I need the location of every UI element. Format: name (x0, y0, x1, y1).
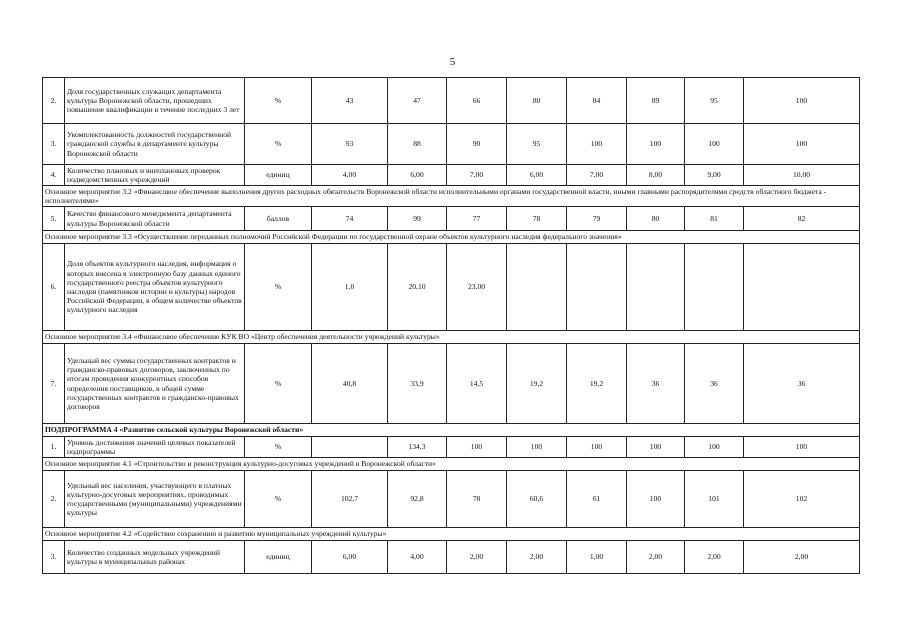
value-cell: 23,00 (447, 244, 507, 331)
table-row (43, 244, 860, 331)
value-cell: 1,0 (312, 244, 388, 331)
value-cell: 95 (685, 78, 744, 124)
value-cell: 2,00 (744, 541, 860, 574)
value-cell: 99 (388, 207, 447, 231)
value-cell: 14,5 (447, 344, 507, 424)
row-number: 5. (43, 207, 65, 231)
value-cell: 102,7 (312, 471, 388, 528)
section-title: Основное мероприятие 3.4 «Финансовое обеспечение КУК ВО «Центр обеспечения деятельности учреждений культуры» (43, 331, 860, 344)
value-cell: 6,00 (388, 165, 447, 186)
indicator-name: Укомплектованность должностей государственной гражданской службы в департаменте культуры Воронежской области (65, 124, 245, 165)
indicator-name: Удельный вес населения, участвующего в платных культурно-досуговых мероприятиях, проводимых государственными (муниципальными) учреждениями культуры (65, 471, 245, 528)
row-number: 1. (43, 437, 65, 458)
unit-cell: % (245, 78, 312, 124)
value-cell: 90 (447, 124, 507, 165)
indicator-name: Удельный вес суммы государственных контрактов и гражданско-правовых договоров, заключенных по итогам проведения конкурентных способов определения поставщиков, в общей сумме государственных контрактов и гражданско-правовых договоров (65, 344, 245, 424)
unit-cell: единиц (245, 165, 312, 186)
value-cell: 2,00 (507, 541, 567, 574)
value-cell (507, 244, 567, 331)
section-title: Основное мероприятие 3.3 «Осуществление переданных полномочий Российской Федерации по государственной охране объектов культурного наследия федерального значения» (43, 231, 860, 244)
value-cell: 40,8 (312, 344, 388, 424)
value-cell: 36 (685, 344, 744, 424)
value-cell: 92,8 (388, 471, 447, 528)
value-cell: 84 (567, 78, 627, 124)
value-cell: 100 (685, 124, 744, 165)
value-cell: 100 (744, 437, 860, 458)
value-cell: 7,00 (447, 165, 507, 186)
section-title: Основное мероприятие 3.2 «Финансовое обеспечение выполнения других расходных обязательств Воронежской области исполнительными органами государственной власти, иными главными распорядителями средств областного бюджета - исполнителями» (43, 186, 860, 207)
unit-cell: % (245, 244, 312, 331)
section-title: Основное мероприятие 4.1 «Строительство и реконструкция культурно-досуговых учреждений в Воронежской области» (43, 458, 860, 471)
value-cell: 6,00 (507, 165, 567, 186)
value-cell: 9,00 (685, 165, 744, 186)
value-cell: 81 (685, 207, 744, 231)
value-cell: 7,00 (567, 165, 627, 186)
value-cell: 6,00 (312, 541, 388, 574)
unit-cell: % (245, 437, 312, 458)
section-row (43, 186, 860, 207)
indicator-name: Уровень достижения значений целевых показателей подпрограммы (65, 437, 245, 458)
value-cell: 36 (627, 344, 685, 424)
section-title: Основное мероприятие 4.2 «Содействие сохранению и развитию муниципальных учреждений культуры» (43, 528, 860, 541)
value-cell: 93 (312, 124, 388, 165)
value-cell: 100 (627, 437, 685, 458)
row-number: 4. (43, 165, 65, 186)
value-cell: 100 (627, 124, 685, 165)
indicator-name: Количество созданных модельных учреждений культуры в муниципальных районах (65, 541, 245, 574)
value-cell: 77 (447, 207, 507, 231)
value-cell: 101 (685, 471, 744, 528)
value-cell: 95 (507, 124, 567, 165)
table-row (43, 344, 860, 424)
value-cell: 20,10 (388, 244, 447, 331)
value-cell (627, 244, 685, 331)
value-cell: 100 (567, 124, 627, 165)
value-cell: 4,00 (312, 165, 388, 186)
row-number: 7. (43, 344, 65, 424)
value-cell: 100 (744, 78, 860, 124)
value-cell (312, 437, 388, 458)
value-cell: 100 (627, 471, 685, 528)
value-cell: 43 (312, 78, 388, 124)
value-cell: 100 (447, 437, 507, 458)
value-cell: 100 (685, 437, 744, 458)
unit-cell: % (245, 124, 312, 165)
value-cell: 100 (744, 124, 860, 165)
table-row (43, 124, 860, 165)
value-cell: 2,00 (685, 541, 744, 574)
value-cell: 33,9 (388, 344, 447, 424)
row-number: 2. (43, 471, 65, 528)
value-cell (685, 244, 744, 331)
value-cell: 78 (507, 207, 567, 231)
section-row (43, 458, 860, 471)
value-cell (744, 244, 860, 331)
value-cell: 1,00 (567, 541, 627, 574)
indicators-table (42, 77, 860, 574)
value-cell: 61 (567, 471, 627, 528)
section-row (43, 528, 860, 541)
value-cell: 100 (567, 437, 627, 458)
section-row (43, 231, 860, 244)
table-row (43, 165, 860, 186)
unit-cell: % (245, 344, 312, 424)
value-cell: 2,00 (627, 541, 685, 574)
unit-cell: % (245, 471, 312, 528)
page-number: 5 (449, 56, 456, 68)
value-cell: 47 (388, 78, 447, 124)
value-cell: 10,00 (744, 165, 860, 186)
value-cell: 80 (507, 78, 567, 124)
value-cell: 4,00 (388, 541, 447, 574)
value-cell: 19,2 (507, 344, 567, 424)
value-cell: 80 (627, 207, 685, 231)
value-cell: 8,00 (627, 165, 685, 186)
value-cell: 88 (388, 124, 447, 165)
table-row (43, 78, 860, 124)
value-cell: 134,3 (388, 437, 447, 458)
indicator-name: Количество плановых и внеплановых проверок подведомственных учреждений (65, 165, 245, 186)
indicator-name: Качество финансового менеджмента департамента культуры Воронежской области (65, 207, 245, 231)
unit-cell: баллов (245, 207, 312, 231)
unit-cell: единиц (245, 541, 312, 574)
row-number: 6. (43, 244, 65, 331)
table-row (43, 471, 860, 528)
value-cell: 102 (744, 471, 860, 528)
row-number: 3. (43, 541, 65, 574)
value-cell: 60,6 (507, 471, 567, 528)
value-cell: 74 (312, 207, 388, 231)
row-number: 2. (43, 78, 65, 124)
value-cell: 79 (567, 207, 627, 231)
table-row (43, 437, 860, 458)
value-cell (567, 244, 627, 331)
section-row (43, 331, 860, 344)
table-row (43, 541, 860, 574)
value-cell: 89 (627, 78, 685, 124)
indicator-name: Доля объектов культурного наследия, информация о которых внесена в электронную базу данных единого государственного реестра объектов культурного наследия (памятников истории и культуры) народов Российской Федерации, в общем количестве объектов культурного наследия (65, 244, 245, 331)
row-number: 3. (43, 124, 65, 165)
indicator-name: Доля государственных служащих департамента культуры Воронежской области, прошедших повышение квалификации в течение последних 3 лет (65, 78, 245, 124)
subprogram-title: ПОДПРОГРАММА 4 «Развитие сельской культуры Воронежской области» (43, 424, 860, 437)
value-cell: 100 (507, 437, 567, 458)
value-cell: 82 (744, 207, 860, 231)
value-cell: 19,2 (567, 344, 627, 424)
subprogram-row (43, 424, 860, 437)
table-row (43, 207, 860, 231)
value-cell: 66 (447, 78, 507, 124)
value-cell: 2,00 (447, 541, 507, 574)
value-cell: 78 (447, 471, 507, 528)
value-cell: 36 (744, 344, 860, 424)
